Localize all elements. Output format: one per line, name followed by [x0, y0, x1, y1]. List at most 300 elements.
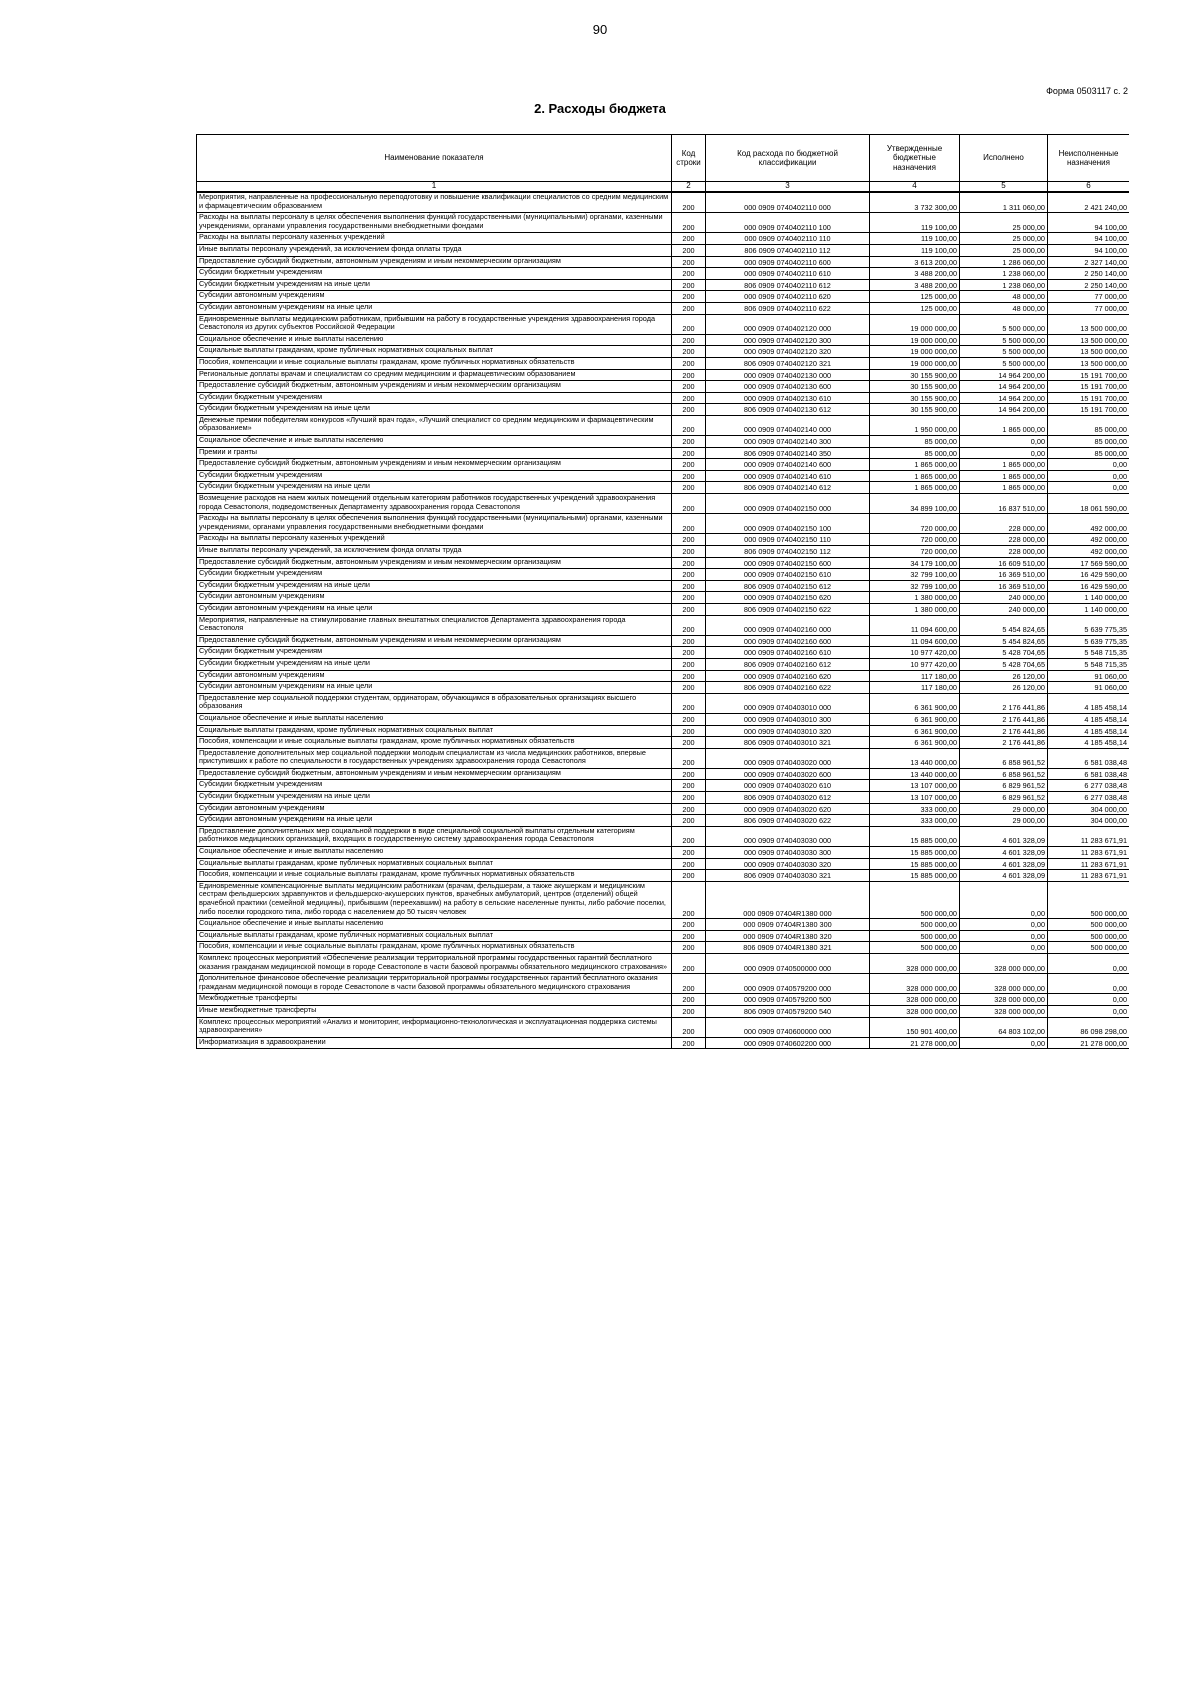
table-row	[197, 693, 1130, 713]
row-indicator-name: Комплекс процессных мероприятий «Обеспечение реализации территориальной программы государственных гарантий бесплатного оказания гражданам медицинской помощи в городе Севастополе в части базовой программы обязательного медицинского страхования»	[197, 953, 672, 973]
table-row	[197, 1005, 1130, 1017]
row-classification-code: 000 0909 0740402130 600	[706, 381, 870, 393]
row-classification-code: 000 0909 0740402120 320	[706, 346, 870, 358]
row-line-code: 200	[672, 268, 706, 280]
row-indicator-name: Предоставление субсидий бюджетным, автономным учреждениям и иным некоммерческим организациям	[197, 768, 672, 780]
row-unexecuted: 16 429 590,00	[1048, 580, 1130, 592]
table-row	[197, 780, 1130, 792]
row-approved: 21 278 000,00	[870, 1037, 960, 1049]
row-classification-code: 806 0909 0740402150 112	[706, 546, 870, 558]
row-unexecuted: 85 000,00	[1048, 447, 1130, 459]
row-indicator-name: Социальное обеспечение и иные выплаты населению	[197, 919, 672, 931]
row-unexecuted: 4 185 458,14	[1048, 737, 1130, 749]
row-classification-code: 000 0909 0740402110 000	[706, 192, 870, 213]
row-classification-code: 000 0909 0740403030 000	[706, 826, 870, 846]
row-unexecuted: 2 421 240,00	[1048, 192, 1130, 213]
row-approved: 119 100,00	[870, 233, 960, 245]
row-indicator-name: Пособия, компенсации и иные социальные выплаты гражданам, кроме публичных нормативных обязательств	[197, 357, 672, 369]
table-row	[197, 334, 1130, 346]
row-unexecuted: 4 185 458,14	[1048, 693, 1130, 713]
row-executed: 240 000,00	[960, 592, 1048, 604]
table-row	[197, 792, 1130, 804]
row-approved: 3 488 200,00	[870, 279, 960, 291]
row-indicator-name: Мероприятия, направленные на стимулирование главных внештатных специалистов Департамента здравоохранения города Севастополя	[197, 615, 672, 635]
row-executed: 6 858 961,52	[960, 748, 1048, 768]
row-approved: 30 155 900,00	[870, 392, 960, 404]
row-indicator-name: Единовременные выплаты медицинским работникам, прибывшим на работу в государственные учреждения здравоохранения города Севастополя из других субъектов Российской Федерации	[197, 314, 672, 334]
row-indicator-name: Комплекс процессных мероприятий «Анализ и мониторинг, информационно-технологическая и эксплуатационная поддержка системы здравоохранения»	[197, 1017, 672, 1037]
table-row	[197, 682, 1130, 694]
column-number: 3	[706, 182, 870, 193]
row-classification-code: 806 0909 0740402110 622	[706, 302, 870, 314]
row-executed: 328 000 000,00	[960, 974, 1048, 994]
row-unexecuted: 0,00	[1048, 994, 1130, 1006]
table-row	[197, 815, 1130, 827]
row-approved: 333 000,00	[870, 803, 960, 815]
row-approved: 125 000,00	[870, 302, 960, 314]
table-row	[197, 592, 1130, 604]
row-executed: 4 601 328,09	[960, 826, 1048, 846]
row-unexecuted: 6 581 038,48	[1048, 768, 1130, 780]
row-line-code: 200	[672, 244, 706, 256]
table-row	[197, 302, 1130, 314]
row-executed: 5 454 824,65	[960, 635, 1048, 647]
row-unexecuted: 15 191 700,00	[1048, 381, 1130, 393]
row-indicator-name: Субсидии автономным учреждениям	[197, 803, 672, 815]
row-indicator-name: Денежные премии победителям конкурсов «Лучший врач года», «Лучший специалист со средним медицинским и фармацевтическим образованием»	[197, 415, 672, 435]
row-classification-code: 000 0909 0740402160 620	[706, 670, 870, 682]
row-line-code: 200	[672, 815, 706, 827]
row-executed: 1 311 060,00	[960, 192, 1048, 213]
table-row	[197, 994, 1130, 1006]
table-row	[197, 1017, 1130, 1037]
table-row	[197, 459, 1130, 471]
row-unexecuted: 86 098 298,00	[1048, 1017, 1130, 1037]
row-indicator-name: Субсидии бюджетным учреждениям на иные цели	[197, 404, 672, 416]
row-unexecuted: 13 500 000,00	[1048, 334, 1130, 346]
row-executed: 2 176 441,86	[960, 713, 1048, 725]
row-line-code: 200	[672, 713, 706, 725]
row-unexecuted: 5 639 775,35	[1048, 635, 1130, 647]
row-approved: 1 865 000,00	[870, 459, 960, 471]
row-unexecuted: 6 277 038,48	[1048, 792, 1130, 804]
row-unexecuted: 15 191 700,00	[1048, 369, 1130, 381]
row-classification-code: 806 0909 0740402160 622	[706, 682, 870, 694]
row-approved: 15 885 000,00	[870, 826, 960, 846]
table-row	[197, 725, 1130, 737]
table-row	[197, 870, 1130, 882]
row-line-code: 200	[672, 569, 706, 581]
table-row	[197, 357, 1130, 369]
table-row	[197, 534, 1130, 546]
row-unexecuted: 0,00	[1048, 1005, 1130, 1017]
row-executed: 0,00	[960, 919, 1048, 931]
row-executed: 14 964 200,00	[960, 404, 1048, 416]
row-classification-code: 000 0909 0740402160 610	[706, 647, 870, 659]
row-indicator-name: Расходы на выплаты персоналу казенных учреждений	[197, 534, 672, 546]
row-executed: 4 601 328,09	[960, 847, 1048, 859]
row-unexecuted: 16 429 590,00	[1048, 569, 1130, 581]
row-indicator-name: Мероприятия, направленные на профессиональную переподготовку и повышение квалификации специалистов со средним медицинским и фармацевтическим образованием	[197, 192, 672, 213]
row-unexecuted: 500 000,00	[1048, 930, 1130, 942]
row-unexecuted: 0,00	[1048, 482, 1130, 494]
row-unexecuted: 492 000,00	[1048, 534, 1130, 546]
row-approved: 30 155 900,00	[870, 404, 960, 416]
row-approved: 85 000,00	[870, 436, 960, 448]
row-approved: 6 361 900,00	[870, 737, 960, 749]
row-approved: 720 000,00	[870, 546, 960, 558]
row-indicator-name: Расходы на выплаты персоналу в целях обеспечения выполнения функций государственными (муниципальными) органами, казенными учреждениями, органами управления государственными внебюджетными фондами	[197, 213, 672, 233]
table-row	[197, 470, 1130, 482]
row-classification-code: 000 0909 0740402110 110	[706, 233, 870, 245]
row-approved: 19 000 000,00	[870, 314, 960, 334]
table-row	[197, 670, 1130, 682]
table-row	[197, 404, 1130, 416]
row-line-code: 200	[672, 546, 706, 558]
row-line-code: 200	[672, 847, 706, 859]
row-unexecuted: 4 185 458,14	[1048, 725, 1130, 737]
row-line-code: 200	[672, 256, 706, 268]
row-executed: 5 500 000,00	[960, 346, 1048, 358]
row-executed: 328 000 000,00	[960, 1005, 1048, 1017]
row-indicator-name: Субсидии бюджетным учреждениям на иные цели	[197, 792, 672, 804]
row-classification-code: 000 0909 0740403010 320	[706, 725, 870, 737]
row-classification-code: 000 0909 0740402150 610	[706, 569, 870, 581]
row-unexecuted: 13 500 000,00	[1048, 357, 1130, 369]
row-executed: 0,00	[960, 881, 1048, 918]
row-line-code: 200	[672, 930, 706, 942]
row-unexecuted: 500 000,00	[1048, 942, 1130, 954]
row-unexecuted: 5 639 775,35	[1048, 615, 1130, 635]
row-indicator-name: Субсидии бюджетным учреждениям	[197, 569, 672, 581]
row-executed: 16 369 510,00	[960, 569, 1048, 581]
row-executed: 0,00	[960, 1037, 1048, 1049]
row-line-code: 200	[672, 1037, 706, 1049]
row-classification-code: 000 0909 0740500000 000	[706, 953, 870, 973]
table-row	[197, 415, 1130, 435]
row-indicator-name: Социальные выплаты гражданам, кроме публичных нормативных социальных выплат	[197, 930, 672, 942]
table-row	[197, 847, 1130, 859]
row-unexecuted: 91 060,00	[1048, 682, 1130, 694]
row-indicator-name: Предоставление субсидий бюджетным, автономным учреждениям и иным некоммерческим организациям	[197, 256, 672, 268]
table-row	[197, 369, 1130, 381]
row-classification-code: 000 0909 0740402130 610	[706, 392, 870, 404]
table-row	[197, 1037, 1130, 1049]
row-unexecuted: 85 000,00	[1048, 415, 1130, 435]
table-row	[197, 494, 1130, 514]
row-classification-code: 000 0909 0740402110 600	[706, 256, 870, 268]
row-executed: 48 000,00	[960, 291, 1048, 303]
row-classification-code: 806 0909 0740579200 540	[706, 1005, 870, 1017]
row-line-code: 200	[672, 580, 706, 592]
row-indicator-name: Единовременные компенсационные выплаты медицинским работникам (врачам, фельдшерам, а также акушеркам и медицинским сестрам фельдшерских здравпунктов и фельдшерско-акушерских пунктов, врачебных амбулаторий, центров (отделений) общей врачебной практики (семейной медицины), прибывшим (переехавшим) на работу в сельские населенные пункты, либо рабочие поселки, либо поселки городского типа, либо города с населением до 50 тысяч человек	[197, 881, 672, 918]
row-classification-code: 806 0909 0740403030 321	[706, 870, 870, 882]
row-unexecuted: 77 000,00	[1048, 291, 1130, 303]
row-executed: 25 000,00	[960, 233, 1048, 245]
row-unexecuted: 1 140 000,00	[1048, 603, 1130, 615]
row-executed: 2 176 441,86	[960, 725, 1048, 737]
row-indicator-name: Субсидии бюджетным учреждениям на иные цели	[197, 482, 672, 494]
row-executed: 16 369 510,00	[960, 580, 1048, 592]
row-executed: 14 964 200,00	[960, 369, 1048, 381]
row-unexecuted: 85 000,00	[1048, 436, 1130, 448]
row-classification-code: 000 0909 0740402160 600	[706, 635, 870, 647]
row-indicator-name: Социальное обеспечение и иные выплаты населению	[197, 334, 672, 346]
table-row	[197, 233, 1130, 245]
row-indicator-name: Социальные выплаты гражданам, кроме публичных нормативных социальных выплат	[197, 858, 672, 870]
row-line-code: 200	[672, 792, 706, 804]
table-row	[197, 436, 1130, 448]
row-line-code: 200	[672, 470, 706, 482]
row-indicator-name: Информатизация в здравоохранении	[197, 1037, 672, 1049]
row-indicator-name: Социальные выплаты гражданам, кроме публичных нормативных социальных выплат	[197, 725, 672, 737]
row-unexecuted: 5 548 715,35	[1048, 647, 1130, 659]
row-unexecuted: 4 185 458,14	[1048, 713, 1130, 725]
column-number-row	[197, 182, 1130, 193]
table-row	[197, 748, 1130, 768]
row-executed: 0,00	[960, 930, 1048, 942]
row-approved: 32 799 100,00	[870, 580, 960, 592]
row-classification-code: 000 0909 0740402130 000	[706, 369, 870, 381]
row-indicator-name: Дополнительное финансовое обеспечение реализации территориальной программы государственных гарантий бесплатного оказания гражданам медицинской помощи в городе Севастополе в части базовой программы обязательного медицинского страхования	[197, 974, 672, 994]
row-line-code: 200	[672, 459, 706, 471]
row-classification-code: 000 0909 0740403030 300	[706, 847, 870, 859]
row-classification-code: 806 0909 0740403020 622	[706, 815, 870, 827]
row-approved: 15 885 000,00	[870, 847, 960, 859]
row-classification-code: 000 0909 0740600000 000	[706, 1017, 870, 1037]
row-line-code: 200	[672, 780, 706, 792]
row-classification-code: 806 0909 0740403020 612	[706, 792, 870, 804]
row-unexecuted: 21 278 000,00	[1048, 1037, 1130, 1049]
row-line-code: 200	[672, 737, 706, 749]
row-executed: 228 000,00	[960, 534, 1048, 546]
row-indicator-name: Субсидии автономным учреждениям	[197, 291, 672, 303]
row-unexecuted: 11 283 671,91	[1048, 847, 1130, 859]
row-line-code: 200	[672, 534, 706, 546]
row-executed: 1 865 000,00	[960, 482, 1048, 494]
expenses-table-container	[196, 134, 1129, 1604]
row-unexecuted: 11 283 671,91	[1048, 870, 1130, 882]
row-approved: 333 000,00	[870, 815, 960, 827]
row-indicator-name: Расходы на выплаты персоналу казенных учреждений	[197, 233, 672, 245]
row-executed: 5 428 704,65	[960, 658, 1048, 670]
row-line-code: 200	[672, 192, 706, 213]
row-line-code: 200	[672, 369, 706, 381]
table-row	[197, 826, 1130, 846]
table-row	[197, 930, 1130, 942]
row-approved: 500 000,00	[870, 919, 960, 931]
row-line-code: 200	[672, 1017, 706, 1037]
row-executed: 16 609 510,00	[960, 557, 1048, 569]
table-row	[197, 213, 1130, 233]
row-line-code: 200	[672, 870, 706, 882]
row-classification-code: 000 0909 0740579200 500	[706, 994, 870, 1006]
row-indicator-name: Пособия, компенсации и иные социальные выплаты гражданам, кроме публичных нормативных обязательств	[197, 870, 672, 882]
row-approved: 10 977 420,00	[870, 658, 960, 670]
row-unexecuted: 2 327 140,00	[1048, 256, 1130, 268]
row-unexecuted: 0,00	[1048, 459, 1130, 471]
row-executed: 0,00	[960, 942, 1048, 954]
row-line-code: 200	[672, 693, 706, 713]
row-approved: 119 100,00	[870, 244, 960, 256]
row-classification-code: 000 0909 0740403020 620	[706, 803, 870, 815]
row-line-code: 200	[672, 974, 706, 994]
row-classification-code: 806 0909 0740402130 612	[706, 404, 870, 416]
row-approved: 150 901 400,00	[870, 1017, 960, 1037]
row-approved: 32 799 100,00	[870, 569, 960, 581]
table-row	[197, 858, 1130, 870]
row-line-code: 200	[672, 768, 706, 780]
header-approved: Утвержденные бюджетные назначения	[870, 135, 960, 182]
table-row	[197, 768, 1130, 780]
row-approved: 3 613 200,00	[870, 256, 960, 268]
table-row	[197, 974, 1130, 994]
table-row	[197, 392, 1130, 404]
table-row	[197, 603, 1130, 615]
row-indicator-name: Субсидии автономным учреждениям	[197, 670, 672, 682]
row-classification-code: 806 0909 0740402110 112	[706, 244, 870, 256]
row-approved: 328 000 000,00	[870, 974, 960, 994]
table-row	[197, 557, 1130, 569]
row-executed: 25 000,00	[960, 244, 1048, 256]
row-executed: 1 865 000,00	[960, 470, 1048, 482]
row-indicator-name: Иные выплаты персоналу учреждений, за исключением фонда оплаты труда	[197, 244, 672, 256]
header-row	[197, 135, 1130, 182]
row-line-code: 200	[672, 482, 706, 494]
row-unexecuted: 15 191 700,00	[1048, 404, 1130, 416]
row-unexecuted: 2 250 140,00	[1048, 268, 1130, 280]
row-executed: 2 176 441,86	[960, 737, 1048, 749]
table-row	[197, 647, 1130, 659]
row-indicator-name: Субсидии автономным учреждениям на иные цели	[197, 815, 672, 827]
form-code: Форма 0503117 с. 2	[1046, 86, 1128, 96]
row-executed: 25 000,00	[960, 213, 1048, 233]
row-indicator-name: Субсидии бюджетным учреждениям на иные цели	[197, 658, 672, 670]
row-approved: 11 094 600,00	[870, 635, 960, 647]
row-line-code: 200	[672, 334, 706, 346]
row-classification-code: 000 0909 0740579200 000	[706, 974, 870, 994]
row-executed: 14 964 200,00	[960, 392, 1048, 404]
row-approved: 11 094 600,00	[870, 615, 960, 635]
column-number: 4	[870, 182, 960, 193]
row-executed: 240 000,00	[960, 603, 1048, 615]
row-line-code: 200	[672, 658, 706, 670]
header-executed: Исполнено	[960, 135, 1048, 182]
row-line-code: 200	[672, 603, 706, 615]
table-row	[197, 569, 1130, 581]
row-classification-code: 000 0909 0740402150 620	[706, 592, 870, 604]
row-classification-code: 000 0909 07404R1380 320	[706, 930, 870, 942]
table-row	[197, 447, 1130, 459]
row-classification-code: 000 0909 0740403010 000	[706, 693, 870, 713]
row-approved: 6 361 900,00	[870, 725, 960, 737]
table-row	[197, 482, 1130, 494]
row-unexecuted: 13 500 000,00	[1048, 346, 1130, 358]
row-approved: 119 100,00	[870, 213, 960, 233]
row-line-code: 200	[672, 826, 706, 846]
row-approved: 328 000 000,00	[870, 994, 960, 1006]
row-approved: 13 107 000,00	[870, 792, 960, 804]
row-line-code: 200	[672, 919, 706, 931]
row-indicator-name: Субсидии автономным учреждениям на иные цели	[197, 682, 672, 694]
row-indicator-name: Иные выплаты персоналу учреждений, за исключением фонда оплаты труда	[197, 546, 672, 558]
row-line-code: 200	[672, 346, 706, 358]
row-unexecuted: 500 000,00	[1048, 919, 1130, 931]
row-classification-code: 000 0909 0740602200 000	[706, 1037, 870, 1049]
row-indicator-name: Премии и гранты	[197, 447, 672, 459]
row-unexecuted: 91 060,00	[1048, 670, 1130, 682]
row-indicator-name: Социальное обеспечение и иные выплаты населению	[197, 847, 672, 859]
row-unexecuted: 0,00	[1048, 974, 1130, 994]
header-unexecuted: Неисполненные назначения	[1048, 135, 1130, 182]
row-executed: 64 803 102,00	[960, 1017, 1048, 1037]
row-classification-code: 000 0909 0740403030 320	[706, 858, 870, 870]
row-indicator-name: Предоставление дополнительных мер социальной поддержки молодым специалистам из числа медицинских работников, впервые приступивших к работе по специальности в государственных учреждениях здравоохранения города Севастополя	[197, 748, 672, 768]
row-line-code: 200	[672, 447, 706, 459]
row-line-code: 200	[672, 381, 706, 393]
row-classification-code: 000 0909 0740402140 300	[706, 436, 870, 448]
row-classification-code: 000 0909 0740403020 600	[706, 768, 870, 780]
row-classification-code: 000 0909 07404R1380 000	[706, 881, 870, 918]
row-approved: 13 440 000,00	[870, 768, 960, 780]
row-indicator-name: Субсидии бюджетным учреждениям	[197, 268, 672, 280]
row-approved: 117 180,00	[870, 670, 960, 682]
row-classification-code: 806 0909 0740402150 612	[706, 580, 870, 592]
row-approved: 328 000 000,00	[870, 1005, 960, 1017]
row-line-code: 200	[672, 682, 706, 694]
row-indicator-name: Субсидии бюджетным учреждениям	[197, 647, 672, 659]
column-number: 5	[960, 182, 1048, 193]
header-line-code: Код строки	[672, 135, 706, 182]
row-indicator-name: Субсидии бюджетным учреждениям	[197, 392, 672, 404]
row-executed: 1 238 060,00	[960, 279, 1048, 291]
row-classification-code: 806 0909 0740402140 612	[706, 482, 870, 494]
row-classification-code: 000 0909 0740402150 100	[706, 514, 870, 534]
row-line-code: 200	[672, 494, 706, 514]
row-unexecuted: 1 140 000,00	[1048, 592, 1130, 604]
row-unexecuted: 6 581 038,48	[1048, 748, 1130, 768]
row-approved: 125 000,00	[870, 291, 960, 303]
row-approved: 1 950 000,00	[870, 415, 960, 435]
row-line-code: 200	[672, 557, 706, 569]
row-executed: 0,00	[960, 436, 1048, 448]
row-indicator-name: Предоставление мер социальной поддержки студентам, ординаторам, обучающимся в образовательных организациях высшего образования	[197, 693, 672, 713]
header-classification-code: Код расхода по бюджетной классификации	[706, 135, 870, 182]
row-unexecuted: 94 100,00	[1048, 244, 1130, 256]
row-classification-code: 000 0909 0740402150 110	[706, 534, 870, 546]
row-classification-code: 000 0909 0740402140 610	[706, 470, 870, 482]
row-unexecuted: 18 061 590,00	[1048, 494, 1130, 514]
row-indicator-name: Региональные доплаты врачам и специалистам со средним медицинским и фармацевтическим образованием	[197, 369, 672, 381]
row-approved: 34 899 100,00	[870, 494, 960, 514]
row-indicator-name: Социальные выплаты гражданам, кроме публичных нормативных социальных выплат	[197, 346, 672, 358]
row-approved: 30 155 900,00	[870, 369, 960, 381]
row-unexecuted: 5 548 715,35	[1048, 658, 1130, 670]
row-approved: 85 000,00	[870, 447, 960, 459]
row-line-code: 200	[672, 415, 706, 435]
row-unexecuted: 500 000,00	[1048, 881, 1130, 918]
row-executed: 5 428 704,65	[960, 647, 1048, 659]
row-indicator-name: Предоставление субсидий бюджетным, автономным учреждениям и иным некоммерческим организациям	[197, 557, 672, 569]
row-classification-code: 000 0909 0740403020 000	[706, 748, 870, 768]
row-unexecuted: 11 283 671,91	[1048, 826, 1130, 846]
row-unexecuted: 15 191 700,00	[1048, 392, 1130, 404]
table-row	[197, 919, 1130, 931]
row-executed: 26 120,00	[960, 670, 1048, 682]
row-executed: 4 601 328,09	[960, 870, 1048, 882]
row-executed: 6 858 961,52	[960, 768, 1048, 780]
row-executed: 5 500 000,00	[960, 357, 1048, 369]
